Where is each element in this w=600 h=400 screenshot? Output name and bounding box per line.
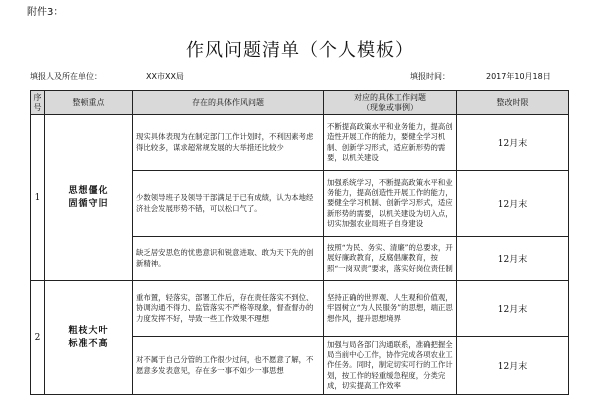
deadline-cell: 12月末 [457,115,569,171]
problem-text: 少数领导班子及领导干部满足于已有成绩，认为本地经济社会发展形势不错，可以松口气了。 [136,193,314,213]
header-seq: 序号 [31,91,45,115]
problem-cell [133,281,324,337]
deadline-cell: 12月末 [457,337,569,395]
problem-text: 现实具体表现为在制定部门工作计划时，不利因素考虑得比较多，谋求超常规发展的大举措还比较少 [136,132,314,152]
seq-cell: 1 [31,115,45,281]
focus-line2: 固循守旧 [68,198,109,209]
filler-label: 填报人及所在单位： [30,72,102,81]
focus-cell [45,281,133,395]
time-value: 2017年10月18日 [486,72,551,81]
measures-text: 加强系统学习，不断提高政策水平和业务能力，提高创造性开展工作的能力，要健全学习机制、创新学习形式，适应新形势的需要，以机关建设为切入点，切实加强农业局班子自身建设 [327,177,453,228]
header-row [31,91,569,115]
header-measures-line2: （现象或事例） [362,102,418,112]
problem-cell [133,337,324,395]
focus-line2: 标准不高 [68,338,109,349]
deadline-cell: 12月末 [457,281,569,337]
measures-text: 加强与局各部门沟通联系，准确把握全局当前中心工作，协作完成各项农业工作任务。同时，制定切实可行的工作计划，按工作的轻重缓急程度，分类完成，切实提高工作效率 [327,339,453,390]
focus-cell [45,115,133,281]
focus-line1: 思想僵化 [68,185,109,196]
deadline-cell: 12月末 [457,237,569,281]
measures-text: 坚持正确的世界观、人生观和价值观，牢固树立“为人民服务”的思想，端正思想作风，提升思想境界 [327,293,453,323]
measures-cell [324,281,457,337]
problem-cell [133,171,324,237]
measures-cell [324,337,457,395]
problem-text: 重布置，轻落实，部署工作后，存在责任落实不到位、协调沟通不得力、监管落实不严格等现象，督查督办的力度发挥不好，导致一些工作效果不理想 [136,293,314,323]
problem-cell [133,237,324,281]
measures-text: 按照“为民、务实、清廉”的总要求，开展好廉政教育，反腐倡廉教育，按照“一岗双责”要求，落实好岗位责任制 [327,243,453,273]
deadline-cell: 12月末 [457,171,569,237]
document-title: 作风问题清单（个人模板） [186,40,414,61]
measures-cell [324,115,457,171]
problem-text: 对不属于自己分管的工作很少过问，也不愿意了解，不愿意多发表意见，存在多一事不如少一事思想 [136,355,314,375]
header-problem: 存在的具体作风问题 [133,91,324,115]
table-row [31,115,569,171]
measures-cell [324,171,457,237]
measures-text: 不断提高政策水平和业务能力，提高创造性开展工作的能力，要健全学习机制、创新学习形式，适应新形势的需要，以机关建设 [327,122,453,162]
unit-value: XX市XX局 [146,72,184,81]
measures-cell [324,237,457,281]
issue-table [30,90,569,395]
seq-cell: 2 [31,281,45,395]
focus-line1: 粗枝大叶 [68,325,109,336]
problem-cell [133,115,324,171]
header-measures [324,91,457,115]
attachment-label: 附件3： [27,7,64,18]
header-measures-line1: 对应的具体工作问题 [354,92,426,102]
problem-text: 缺乏居安思危的忧患意识和锐意进取、敢为天下先的创新精神。 [136,248,314,268]
time-label: 填报时间： [410,72,450,81]
header-focus: 整顿重点 [45,91,133,115]
table-row [31,281,569,337]
header-deadline: 整改时限 [457,91,569,115]
